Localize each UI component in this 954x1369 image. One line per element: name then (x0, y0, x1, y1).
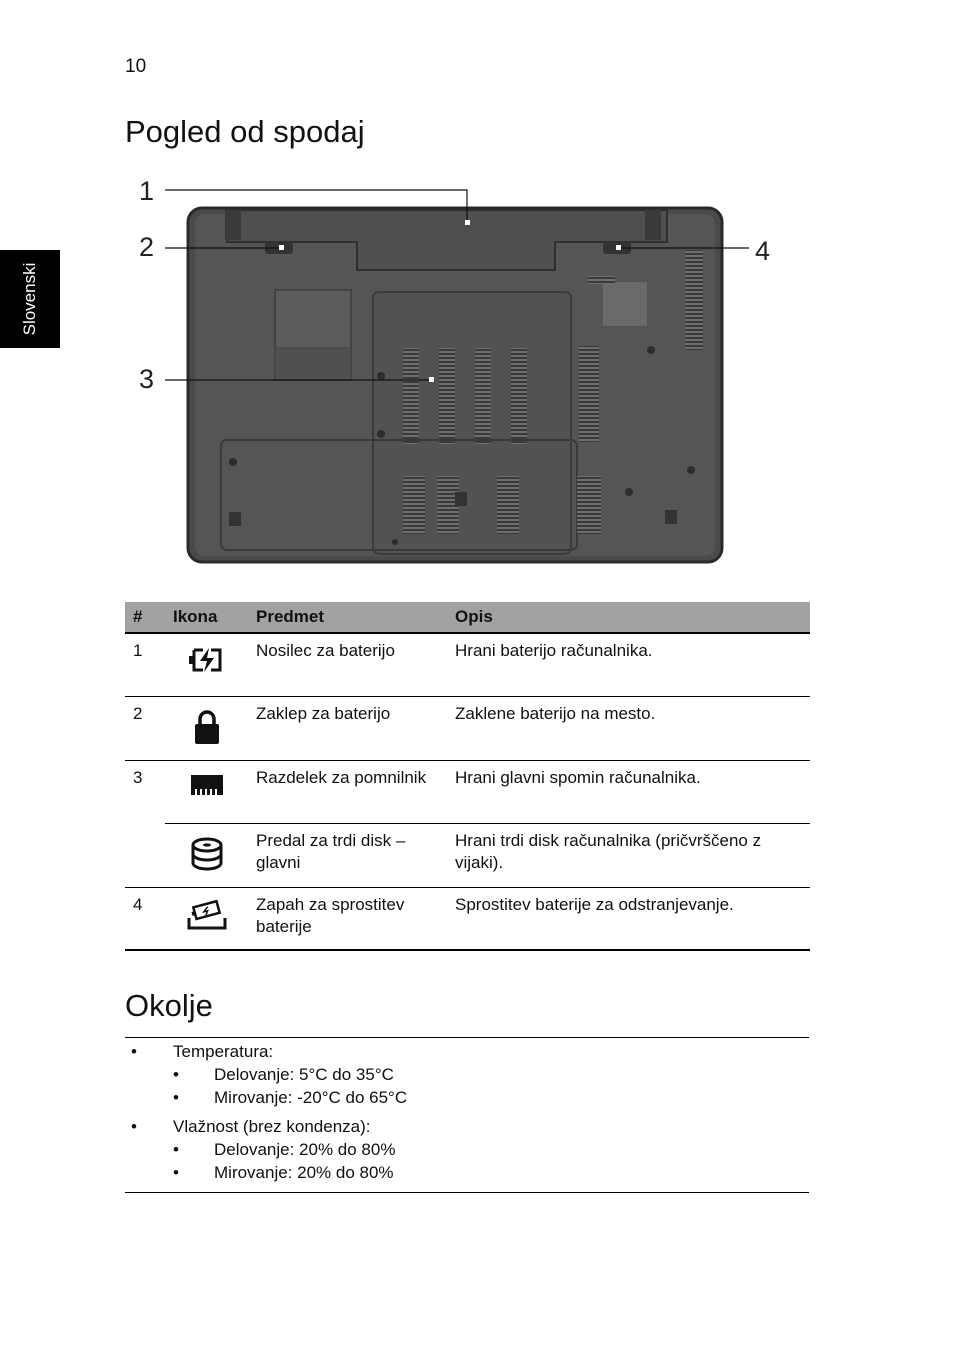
row-description: Sprostitev baterije za odstranjevanje. (447, 887, 810, 950)
callout-2: 2 (139, 232, 155, 262)
hard-disk-icon (189, 836, 225, 872)
components-table (125, 602, 810, 951)
row-number: 1 (125, 633, 165, 696)
row-icon (165, 633, 248, 696)
memory-icon (189, 773, 225, 797)
list-item: Mirovanje: 20% do 80% (214, 1163, 394, 1182)
callout-4: 4 (755, 236, 771, 266)
lock-icon (193, 709, 221, 745)
table-row (125, 823, 810, 887)
list-item: Delovanje: 5°C do 35°C (214, 1065, 394, 1084)
table-row (125, 633, 810, 696)
row-icon (165, 823, 248, 887)
bullet: • (173, 1140, 179, 1159)
row-icon (165, 696, 248, 760)
row-icon (165, 887, 248, 950)
bullet: • (131, 1117, 137, 1136)
header-description: Opis (447, 602, 810, 633)
row-item: Nosilec za baterijo (248, 633, 447, 696)
section-title-bottom-view: Pogled od spodaj (125, 114, 365, 149)
table-row (125, 760, 810, 823)
list-item: Mirovanje: -20°C do 65°C (214, 1088, 408, 1107)
page-number: 10 (125, 56, 147, 77)
row-description: Hrani baterijo računalnika. (447, 633, 810, 696)
row-number (125, 823, 165, 887)
group-label-humidity: Vlažnost (brez kondenza): (173, 1117, 371, 1136)
row-icon (165, 760, 248, 823)
group-label-temperature: Temperatura: (173, 1042, 274, 1061)
row-number: 4 (125, 887, 165, 950)
row-item: Zapah za sprostitev baterije (248, 887, 447, 950)
callout-3: 3 (139, 364, 155, 394)
environment-list (125, 1037, 809, 1193)
bullet: • (173, 1163, 179, 1182)
row-number: 2 (125, 696, 165, 760)
row-number: 3 (133, 767, 143, 787)
callout-1: 1 (139, 176, 155, 206)
row-description: Zaklene baterijo na mesto. (447, 696, 810, 760)
row-description: Hrani glavni spomin računalnika. (447, 760, 810, 823)
table-header-row (125, 602, 810, 633)
battery-charge-icon (188, 646, 226, 674)
row-description: Hrani trdi disk računalnika (pričvrščeno z vijaki). (447, 823, 810, 887)
language-side-tab (0, 250, 60, 348)
header-number: # (125, 602, 165, 633)
row-item: Zaklep za baterijo (248, 696, 447, 760)
bullet: • (173, 1065, 179, 1084)
row-item: Razdelek za pomnilnik (248, 760, 447, 823)
header-icon: Ikona (165, 602, 248, 633)
bullet: • (131, 1042, 137, 1061)
list-item: Delovanje: 20% do 80% (214, 1140, 396, 1159)
table-row (125, 887, 810, 950)
laptop-bottom-illustration (125, 170, 815, 580)
table-row (125, 696, 810, 760)
battery-release-icon (187, 900, 227, 932)
header-item: Predmet (248, 602, 447, 633)
language-side-tab-label: Slovenski (20, 262, 39, 336)
row-item: Predal za trdi disk – glavni (248, 823, 447, 887)
bullet: • (173, 1088, 179, 1107)
section-title-environment: Okolje (125, 988, 213, 1023)
